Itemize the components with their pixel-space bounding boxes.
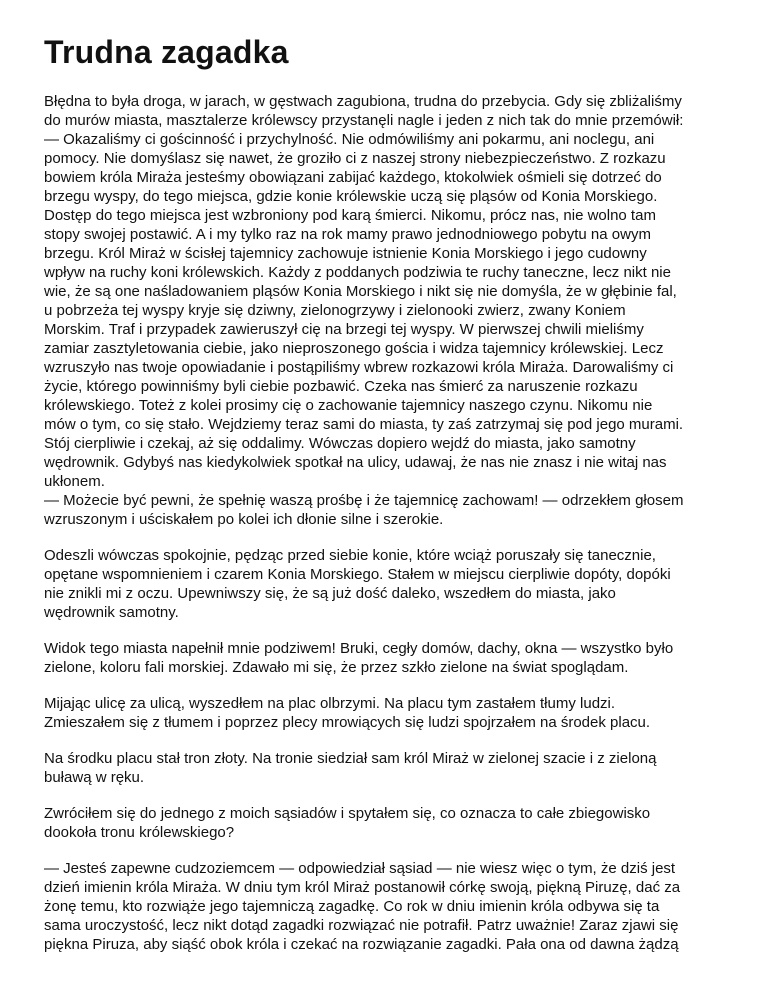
- paragraph: [44, 859, 734, 954]
- text-line: wie, że są one naśladowaniem pląsów Konia Morskiego i nikt się nie domyśla, że w głębinie fal,: [44, 283, 677, 300]
- paragraph: [44, 749, 734, 787]
- text-line: mów o tym, co się stało. Wejdziemy teraz sami do miasta, ty zaś zatrzymaj się pod jego murami.: [44, 416, 684, 433]
- text-line: u pobrzeża tej wyspy kryje się dziwny, zielonogrzywy i zielonooki zwierz, zwany Koniem: [44, 302, 626, 319]
- text-line: dookoła tronu królewskiego?: [44, 824, 235, 841]
- text-line: Odeszli wówczas spokojnie, pędząc przed siebie konie, które wciąż poruszały się tanecznie,: [44, 547, 656, 564]
- text-line: opętane wspomnieniem i czarem Konia Morskiego. Stałem w miejscu cierpliwie dopóty, dopóki: [44, 566, 671, 583]
- text-line: dzień imienin króla Miraża. W dniu tym król Miraż postanowił córkę swoją, piękną Piruzę, dać za: [44, 879, 681, 896]
- text-line: — Możecie być pewni, że spełnię waszą prośbę i że tajemnicę zachowam! — odrzekłem głosem: [44, 492, 684, 509]
- text-line: wędrownik. Gdybyś nas kiedykolwiek spotkał na ulicy, udawaj, że nas nie znasz i nie witaj nas: [44, 454, 667, 471]
- text-line: wędrownik samotny.: [44, 604, 179, 621]
- paragraph: [44, 546, 734, 622]
- text-line: bowiem króla Miraża jesteśmy obowiązani zabijać każdego, ktokolwiek ośmieli się dotrzeć do: [44, 169, 662, 186]
- text-line: sama uroczystość, lecz nikt dotąd zagadki rozwiązać nie potrafił. Patrz uważnie! Zaraz zjawi się: [44, 917, 679, 934]
- paragraph: [44, 804, 734, 842]
- text-line: brzegu wyspy, do tego miejsca, gdzie konie królewskie uczą się pląsów od Konia Morskiego.: [44, 188, 658, 205]
- text-line: Stój cierpliwie i czekaj, aż się oddalimy. Wówczas dopiero wejdź do miasta, jako samotny: [44, 435, 636, 452]
- text-line: wpływ na ruchy koni królewskich. Każdy z poddanych podziwia te ruchy taneczne, lecz nikt nie: [44, 264, 671, 281]
- text-line: do murów miasta, masztalerze królewscy przystanęli nagle i jeden z nich tak do mnie przemówił:: [44, 112, 684, 129]
- text-line: wzruszyło nas twoje opowiadanie i postąpiliśmy wbrew rozkazowi króla Miraża. Darowaliśmy ci: [44, 359, 674, 376]
- text-line: piękna Piruza, aby siąść obok króla i czekać na rozwiązanie zagadki. Pała ona od dawna żądzą: [44, 936, 679, 953]
- paragraph: [44, 639, 734, 677]
- text-line: Zwróciłem się do jednego z moich sąsiadów i spytałem się, co oznacza to całe zbiegowisko: [44, 805, 651, 822]
- document-title: Trudna zagadka: [44, 34, 289, 70]
- text-line: buławą w ręku.: [44, 769, 145, 786]
- text-line: Mijając ulicę za ulicą, wyszedłem na plac olbrzymi. Na placu tym zastałem tłumy ludzi.: [44, 695, 616, 712]
- text-line: ukłonem.: [44, 473, 105, 490]
- paragraph: [44, 694, 734, 732]
- text-line: wzruszonym i uściskałem po kolei ich dłonie silne i szerokie.: [44, 511, 444, 528]
- text-line: życie, którego powinniśmy byli ciebie pozbawić. Czeka nas śmierć za naruszenie rozkazu: [44, 378, 638, 395]
- text-line: Błędna to była droga, w jarach, w gęstwach zagubiona, trudna do przebycia. Gdy się zbliżaliśmy: [44, 93, 682, 110]
- text-line: brzegu. Król Miraż w ścisłej tajemnicy zachowuje istnienie Konia Morskiego i jego cudowny: [44, 245, 647, 262]
- text-line: królewskiego. Toteż z kolei prosimy cię o zachowanie tajemnicy naszego czynu. Nikomu nie: [44, 397, 653, 414]
- text-line: Morskim. Traf i przypadek zawieruszył cię na brzegi tej wyspy. W pierwszej chwili mieliśmy: [44, 321, 644, 338]
- text-line: zielone, koloru fali morskiej. Zdawało mi się, że przez szkło zielone na świat spoglądam.: [44, 659, 629, 676]
- text-line: Widok tego miasta napełnił mnie podziwem! Bruki, cegły domów, dachy, okna — wszystko było: [44, 640, 674, 657]
- document-body: [44, 92, 734, 954]
- text-line: pomocy. Nie domyślasz się nawet, że groziło ci z naszej strony niebezpieczeństwo. Z rozkazu: [44, 150, 666, 167]
- text-line: Zmieszałem się z tłumem i poprzez plecy mrowiących się ludzi spojrzałem na środek placu.: [44, 714, 651, 731]
- text-line: — Okazaliśmy ci gościnność i przychylność. Nie odmówiliśmy ani pokarmu, ani noclegu, ani: [44, 131, 655, 148]
- text-line: nie znikli mi z oczu. Upewniwszy się, że są już dość daleko, wszedłem do miasta, jako: [44, 585, 616, 602]
- paragraph: [44, 92, 734, 529]
- text-line: stopy swojej postawić. A i my tylko raz na rok mamy prawo jednodniowego pobytu na owym: [44, 226, 651, 243]
- text-line: żonę temu, kto rozwiąże jego tajemniczą zagadkę. Co rok w dniu imienin króla odbywa się ta: [44, 898, 660, 915]
- text-line: zamiar zasztyletowania ciebie, jako nieproszonego gościa i widza tajemnicy królewskiej. Lecz: [44, 340, 664, 357]
- text-line: Dostęp do tego miejsca jest wzbroniony pod karą śmierci. Nikomu, prócz nas, nie wolno tam: [44, 207, 656, 224]
- text-line: Na środku placu stał tron złoty. Na tronie siedział sam król Miraż w zielonej szacie i z zieloną: [44, 750, 657, 767]
- text-line: — Jesteś zapewne cudzoziemcem — odpowiedział sąsiad — nie wiesz więc o tym, że dziś jest: [44, 860, 676, 877]
- document-page: [44, 30, 734, 971]
